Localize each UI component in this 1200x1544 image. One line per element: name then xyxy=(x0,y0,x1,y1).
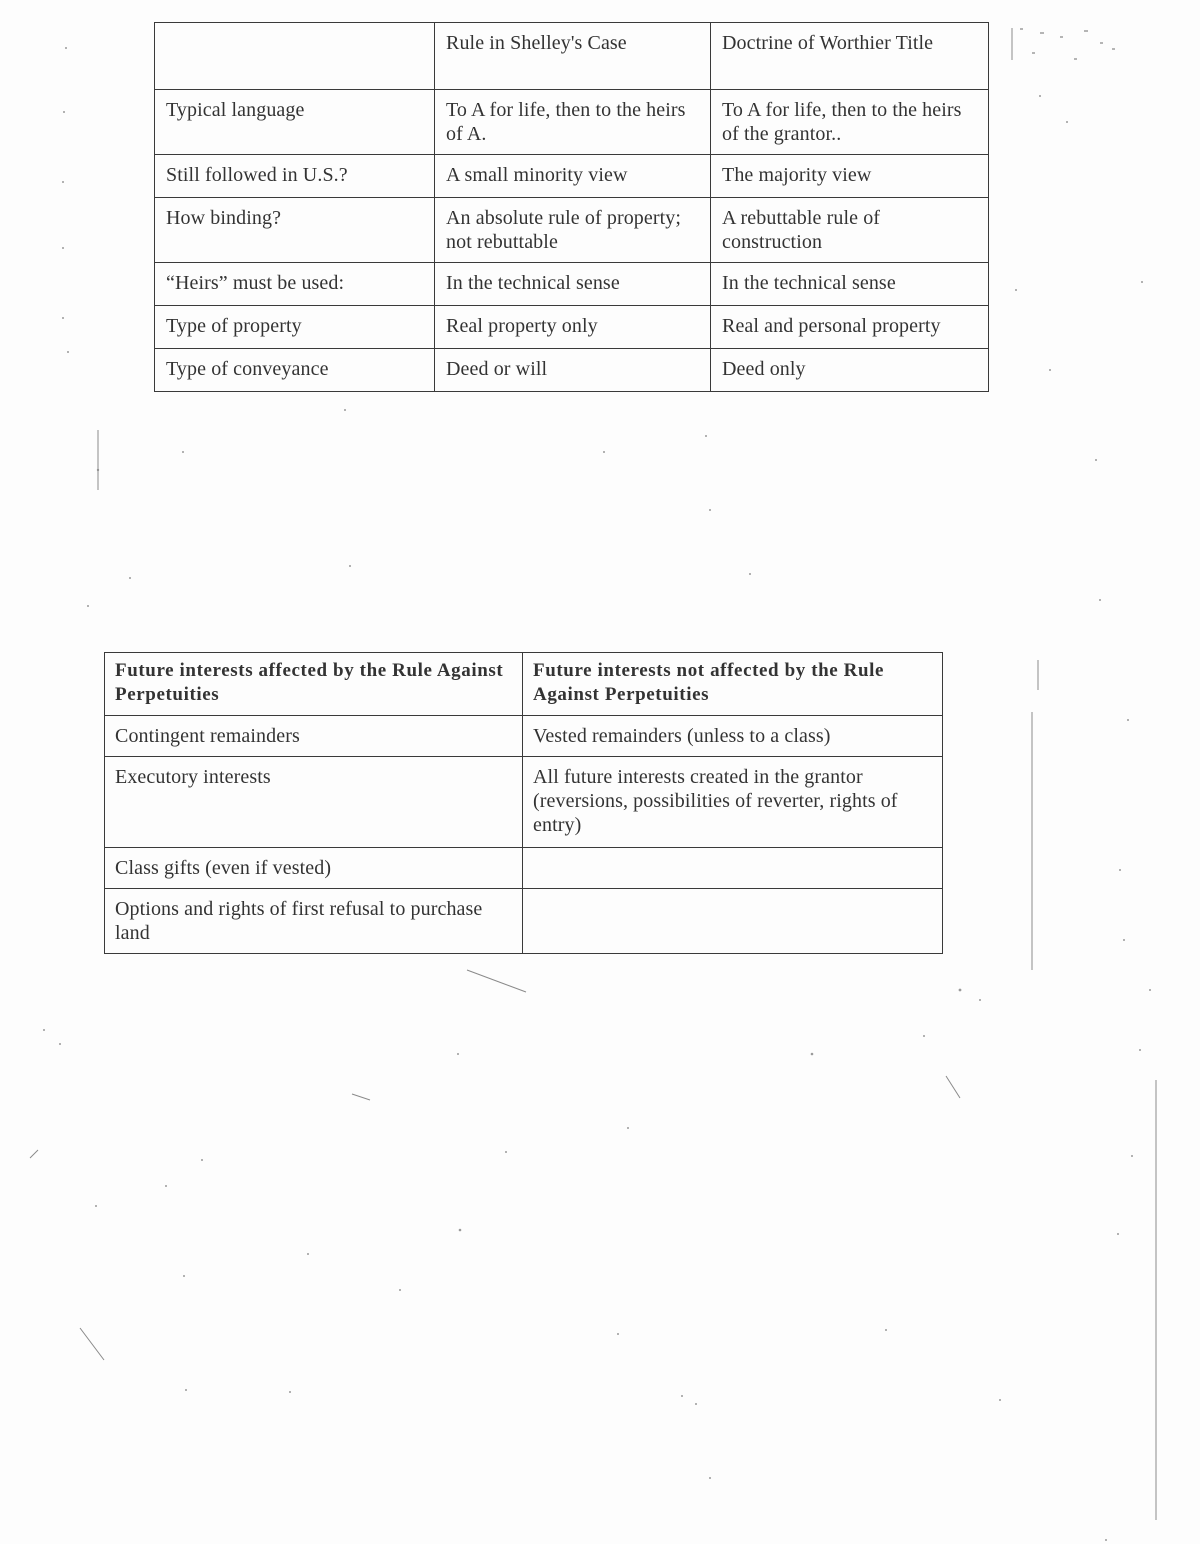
table-cell: A rebuttable rule of construction xyxy=(711,198,989,263)
table-cell: Type of conveyance xyxy=(155,349,435,392)
table-cell: “Heirs” must be used: xyxy=(155,263,435,306)
table-cell: Deed or will xyxy=(435,349,711,392)
table-cell: Deed only xyxy=(711,349,989,392)
table-row xyxy=(105,716,943,757)
table-cell: To A for life, then to the heirs of the grantor.. xyxy=(711,90,989,155)
table-cell: Vested remainders (unless to a class) xyxy=(523,716,943,757)
table-cell: A small minority view xyxy=(435,155,711,198)
table-cell: In the technical sense xyxy=(711,263,989,306)
table-row xyxy=(155,155,989,198)
table-cell: Real property only xyxy=(435,306,711,349)
table-row xyxy=(105,757,943,848)
table-header-row xyxy=(155,23,989,90)
table-cell: All future interests created in the grantor (reversions, possibilities of reverter, rights of entry) xyxy=(523,757,943,848)
table-cell: Real and personal property xyxy=(711,306,989,349)
table-cell: How binding? xyxy=(155,198,435,263)
table-header-cell: Future interests not affected by the Rule Against Perpetuities xyxy=(523,653,943,716)
table-cell: The majority view xyxy=(711,155,989,198)
table-cell: An absolute rule of property; not rebuttable xyxy=(435,198,711,263)
table-header-row xyxy=(105,653,943,716)
table-cell: Type of property xyxy=(155,306,435,349)
rule-against-perpetuities-table xyxy=(104,652,943,954)
table-cell: Contingent remainders xyxy=(105,716,523,757)
table-header-cell: Doctrine of Worthier Title xyxy=(711,23,989,90)
table-row xyxy=(155,349,989,392)
table-header-cell xyxy=(155,23,435,90)
table-row xyxy=(105,889,943,954)
table-cell: Typical language xyxy=(155,90,435,155)
table-cell: Still followed in U.S.? xyxy=(155,155,435,198)
table-cell: Class gifts (even if vested) xyxy=(105,848,523,889)
table-header-cell: Future interests affected by the Rule Against Perpetuities xyxy=(105,653,523,716)
table-row xyxy=(105,848,943,889)
table-header-cell: Rule in Shelley's Case xyxy=(435,23,711,90)
table-cell xyxy=(523,889,943,954)
table-row xyxy=(155,263,989,306)
table-cell: In the technical sense xyxy=(435,263,711,306)
table-row xyxy=(155,306,989,349)
table-cell: Executory interests xyxy=(105,757,523,848)
table-cell xyxy=(523,848,943,889)
table-row xyxy=(155,198,989,263)
table-cell: Options and rights of first refusal to purchase land xyxy=(105,889,523,954)
shelley-worthier-title-table xyxy=(154,22,989,392)
table-cell: To A for life, then to the heirs of A. xyxy=(435,90,711,155)
table-row xyxy=(155,90,989,155)
